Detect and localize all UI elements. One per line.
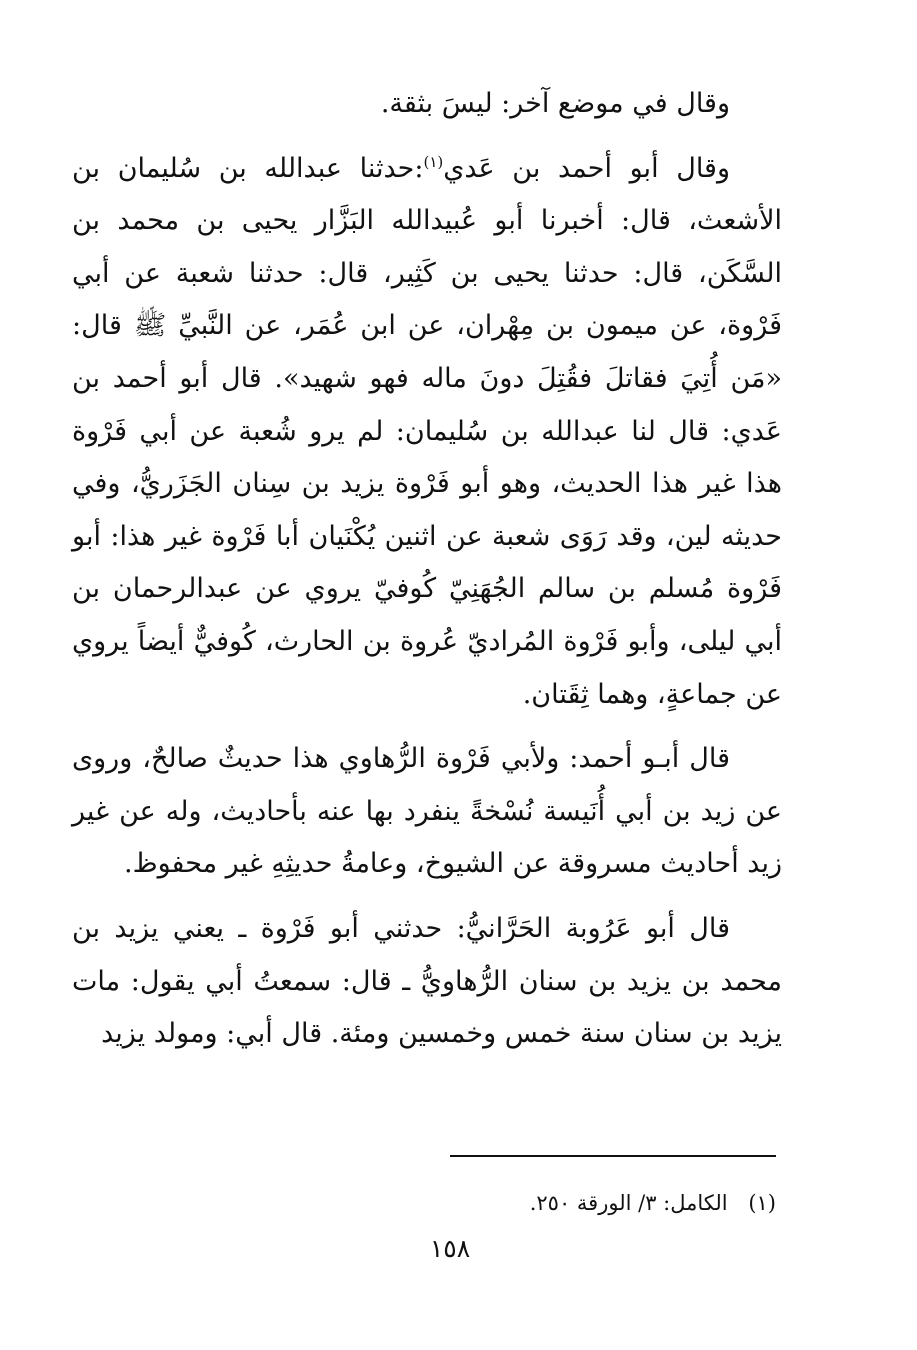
paragraph-4: قال أبو عَرُوبة الحَرَّانيُّ: حدثني أبو فَرْوة ـ يعني يزيد بن محمد بن يزيد بن سنان الرُّهاويُّ ـ قال: سمعتُ أبي يقول: مات يزيد بن سنان سنة خمس وخمسين ومئة. قال أبي: ومولد يزيد <box>72 912 782 1050</box>
paragraph-2-body: :حدثنا عبدالله بن سُليمان بن الأشعث، قال: أخبرنا أبو عُبيدالله البَزَّار يحيى بن محمد بن السَّكَن، قال: حدثنا يحيى بن كَثِير، قال: حدثنا شعبة عن أبي فَرْوة، عن ميمون بن مِهْران، عن ابن عُمَر، عن النَّبيِّ ﷺ قال: «مَن أُتِيَ فقاتلَ فقُتِلَ دونَ ماله فهو شهيد». قال أبو أحمد بن عَدي: قال لنا عبدالله بن سُليمان: لم يرو شُعبة عن أبي فَرْوة هذا غير هذا الحديث، وهو أبو فَرْوة يزيد بن سِنان الجَزَريُّ، وفي حديثه لين، وقد رَوَى شعبة عن اثنين يُكْنَيان أبا فَرْوة غير هذا: أبو فَرْوة مُسلم بن سالم الجُهَنِيّ كُوفيّ يروي عن عبدالرحمان بن أبي ليلى، وأبو فَرْوة المُراديّ عُروة بن الحارث، كُوفيٌّ أيضاً يروي عن جماعةٍ، وهما ثِقَتان. <box>72 152 782 710</box>
footnote-divider <box>450 1155 776 1157</box>
footnote <box>300 1188 776 1218</box>
paragraph-3: قال أبـو أحمد: ولأبي فَرْوة الرُّهاوي هذا حديثٌ صالحٌ، وروى عن زيد بن أبي أُنَيسة نُسْخةً ينفرد بها عنه بأحاديث، وله عن غير زيد أحاديث مسروقة عن الشيوخ، وعامةُ حديثِهِ غير محفوظ. <box>72 743 782 880</box>
paragraph-2 <box>72 143 782 722</box>
footnote-reference: (١) <box>423 152 444 171</box>
page-number: ١٥٨ <box>429 1234 471 1263</box>
paragraph-1: وقال في موضع آخر: ليسَ بثقة. <box>380 88 730 119</box>
footnote-text: الكامل: ٣/ الورقة ٢٥٠. <box>529 1191 728 1215</box>
paragraph-2-opening: وقال أبو أحمد بن عَدي <box>443 152 730 184</box>
footnote-marker: (١) <box>748 1191 776 1215</box>
main-text <box>72 78 782 1061</box>
